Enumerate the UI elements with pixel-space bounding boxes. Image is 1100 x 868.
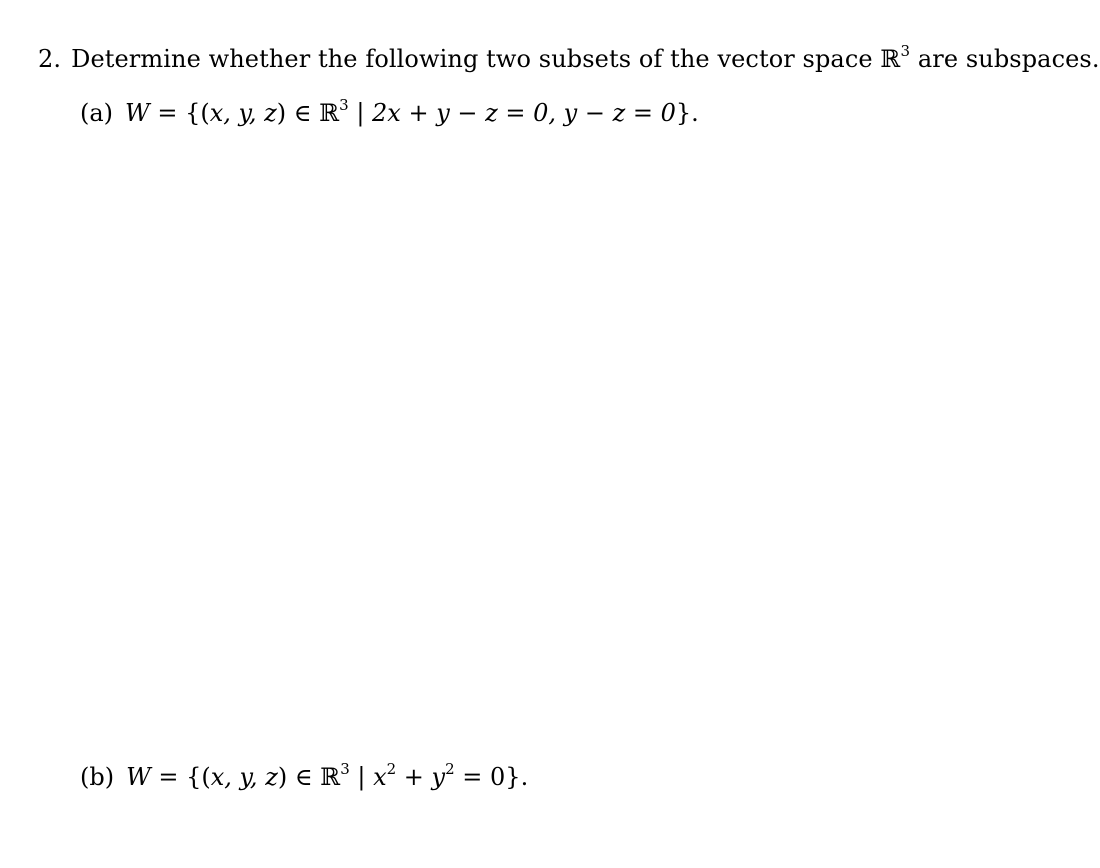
part-b-separator: | (349, 763, 374, 791)
part-a-close: }. (675, 99, 699, 127)
part-b-set-name: W (126, 763, 151, 791)
part-b-tuple: x, y, z (210, 763, 278, 791)
part-b-membership: ) ∈ (277, 763, 321, 791)
part-b-space-symbol: ℝ (320, 763, 341, 791)
part-a-label: (a) (80, 99, 114, 127)
part-b-condition-x-exponent: 2 (386, 760, 397, 778)
part-b-condition-plus: + (396, 763, 432, 791)
statement-text-after: are subspaces. (910, 45, 1100, 73)
part-a-tuple: x, y, z (209, 99, 277, 127)
statement-text-before: Determine whether the following two subsets of the vector space (71, 45, 881, 73)
part-b-close: }. (505, 763, 529, 791)
part-a-separator: | (348, 99, 373, 127)
part-b-condition-y: y (431, 763, 446, 791)
problem-number: 2. (38, 45, 62, 73)
part-a-space-symbol: ℝ (319, 99, 340, 127)
real-space-exponent: 3 (900, 42, 911, 60)
real-space-symbol: ℝ (880, 45, 901, 73)
part-b-condition-rest: = 0 (454, 763, 506, 791)
part-b-label: (b) (80, 763, 115, 791)
part-b-space-exponent: 3 (340, 760, 350, 778)
part-b-condition-x: x (373, 763, 387, 791)
part-a-condition: 2x + y − z = 0, y − z = 0 (372, 99, 676, 127)
part-b-set-open: = {( (150, 763, 211, 791)
problem-statement (38, 42, 1100, 76)
part-a-membership: ) ∈ (276, 99, 320, 127)
part-b-condition-y-exponent: 2 (445, 760, 455, 778)
part-b (80, 760, 528, 794)
part-a-set-open: = {( (149, 99, 210, 127)
part-a-set-name: W (125, 99, 150, 127)
part-a-space-exponent: 3 (339, 96, 349, 114)
part-a (80, 96, 699, 130)
